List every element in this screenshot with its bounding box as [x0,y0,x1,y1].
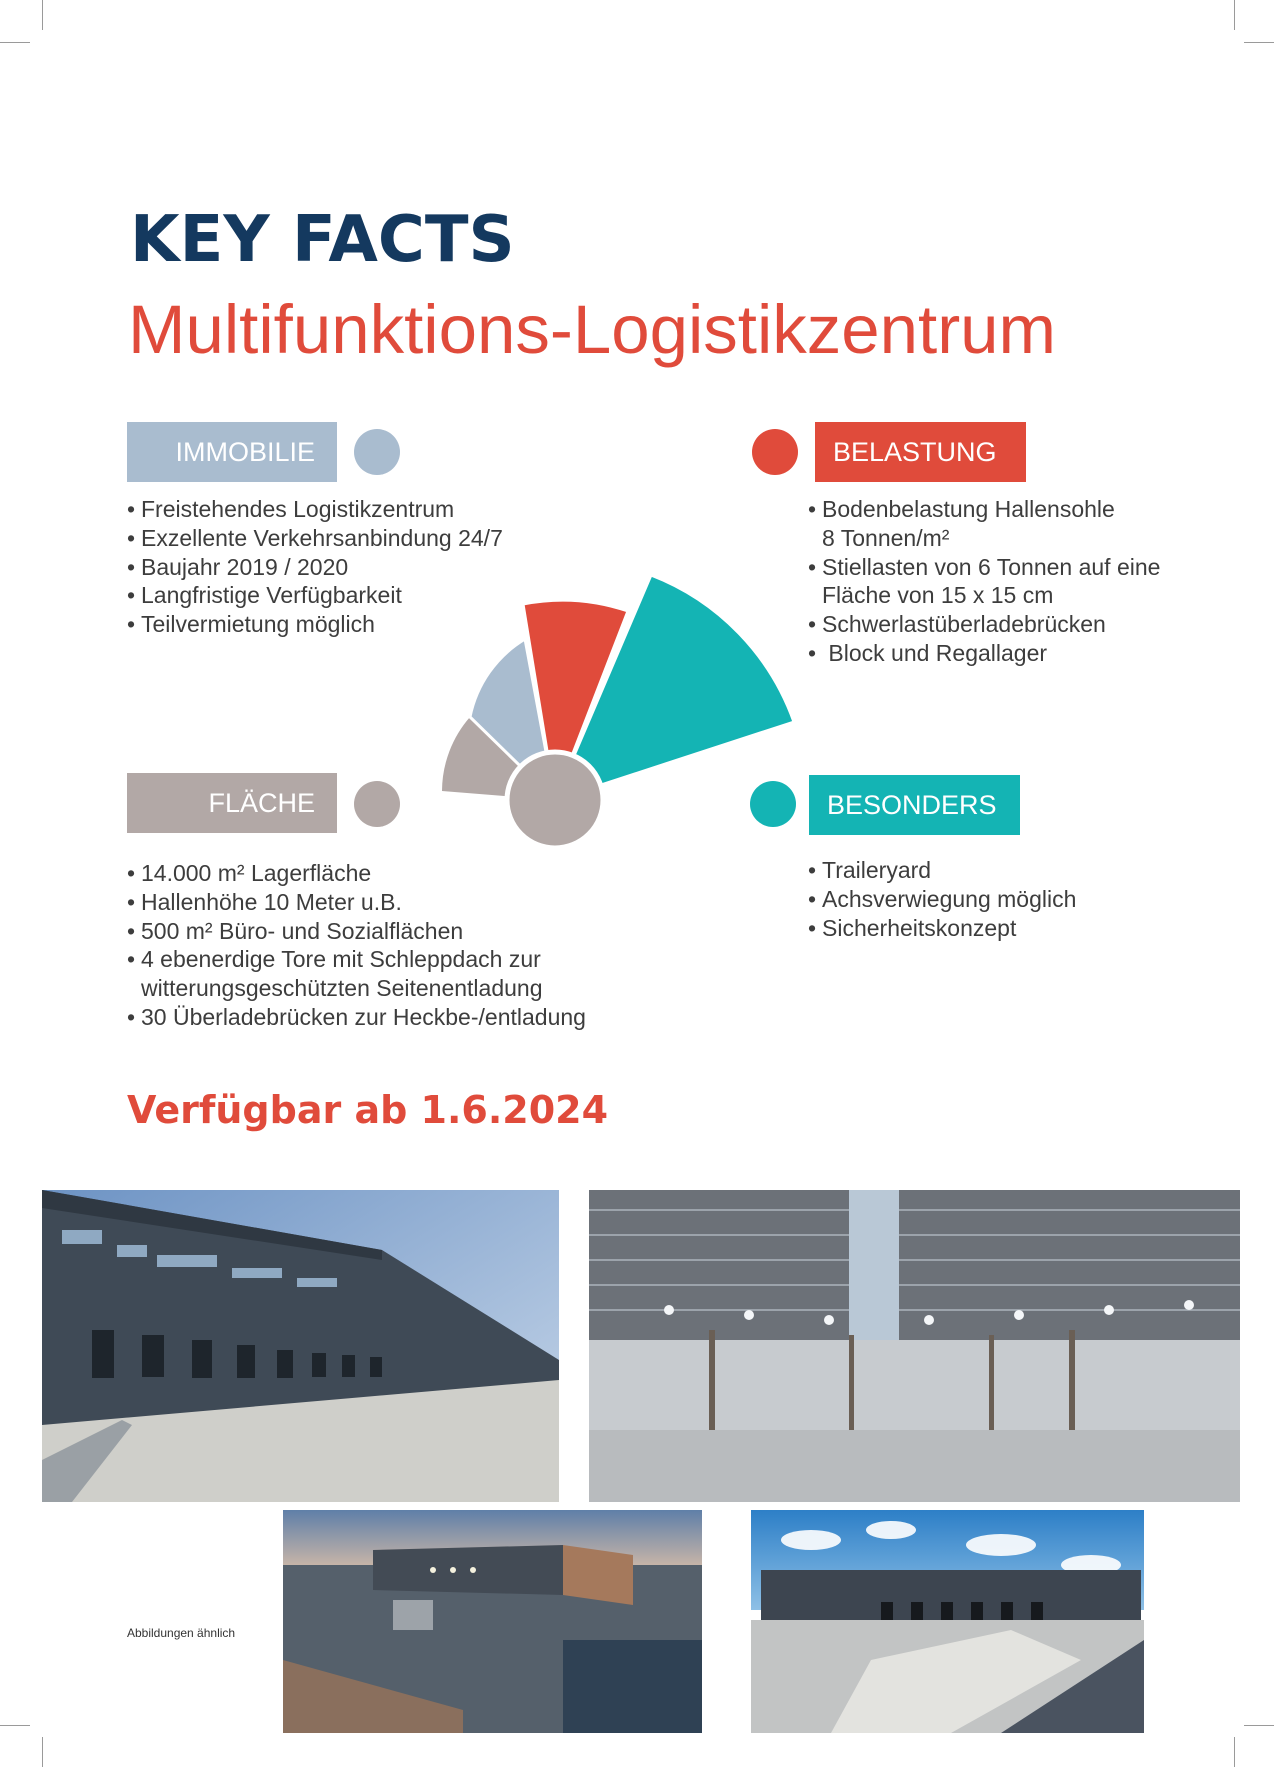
crop-mark [1244,1725,1274,1726]
list-item-text: Schwerlastüberladebrücken [822,611,1106,638]
list-item-text: Fläche von 15 x 15 cm [822,582,1054,609]
list-item-text: 8 Tonnen/m² [822,524,950,551]
page-subtitle: Multifunktions-Logistikzentrum [128,291,1057,368]
section-dot-besonders [750,781,796,827]
crop-mark [0,1725,30,1726]
list-item [127,859,586,888]
list-item: • Baujahr 2019 / 2020 [127,553,503,582]
section-label-text: FLÄCHE [208,787,315,818]
photo-warehouse-exterior [42,1190,559,1502]
list-item: • Exzellente Verkehrsanbindung 24/7 [127,524,503,553]
page-title: KEY FACTS [130,203,515,277]
list-item [127,917,586,946]
list-item [808,639,1160,668]
crop-mark [42,1737,43,1767]
photo-warehouse-aerial [283,1510,702,1733]
list-item: • Achsverwiegung möglich [808,885,1076,914]
fan-center-circle [507,752,603,848]
crop-mark [1234,1737,1235,1767]
flaeche-list [127,859,586,1032]
list-item: • Sicherheitskonzept [808,914,1076,943]
list-item [808,495,1160,553]
list-item: • Langfristige Verfügbarkeit [127,581,503,610]
section-label-belastung [815,422,1026,482]
belastung-list [808,495,1160,668]
list-item [127,1003,586,1032]
section-label-text: IMMOBILIE [175,436,315,467]
photo-warehouse-blue-sky [751,1510,1144,1733]
section-dot-flaeche [354,781,400,827]
section-label-flaeche [127,773,337,833]
list-item-text: 4 ebenerdige Tore mit Schleppdach zur [141,946,541,973]
list-item [808,610,1160,639]
immobilie-list [127,495,503,639]
list-item: • Traileryard [808,856,1076,885]
list-item-text: 500 m² Büro- und Sozialflächen [141,917,464,944]
list-item-text: 14.000 m² Lagerfläche [141,860,372,886]
list-item [808,553,1160,611]
list-item-text: Hallenhöhe 10 Meter u.B. [141,888,402,915]
availability-text: Verfügbar ab 1.6.2024 [127,1088,609,1132]
list-item-text: Stiellasten von 6 Tonnen auf eine [822,553,1161,580]
list-item-text: 30 Überladebrücken zur Heckbe-/entladung [141,1003,586,1030]
list-item: • Freistehendes Logistikzentrum [127,495,503,524]
section-dot-immobilie [354,429,400,475]
section-label-immobilie [127,422,337,482]
list-item-text: witterungsgeschützten Seitenentladung [141,975,543,1002]
section-label-text: BELASTUNG [833,436,997,467]
section-label-text: BESONDERS [827,789,997,820]
image-caption: Abbildungen ähnlich [127,1626,236,1640]
list-item: • Teilvermietung möglich [127,610,503,639]
list-item-text: Bodenbelastung Hallensohle [822,496,1115,522]
list-item [127,888,586,917]
list-item [127,945,586,1003]
section-dot-belastung [752,429,798,475]
list-item-text: Block und Regallager [822,639,1048,666]
section-label-besonders [809,775,1020,835]
besonders-list [808,856,1076,942]
photo-warehouse-interior [589,1190,1240,1502]
